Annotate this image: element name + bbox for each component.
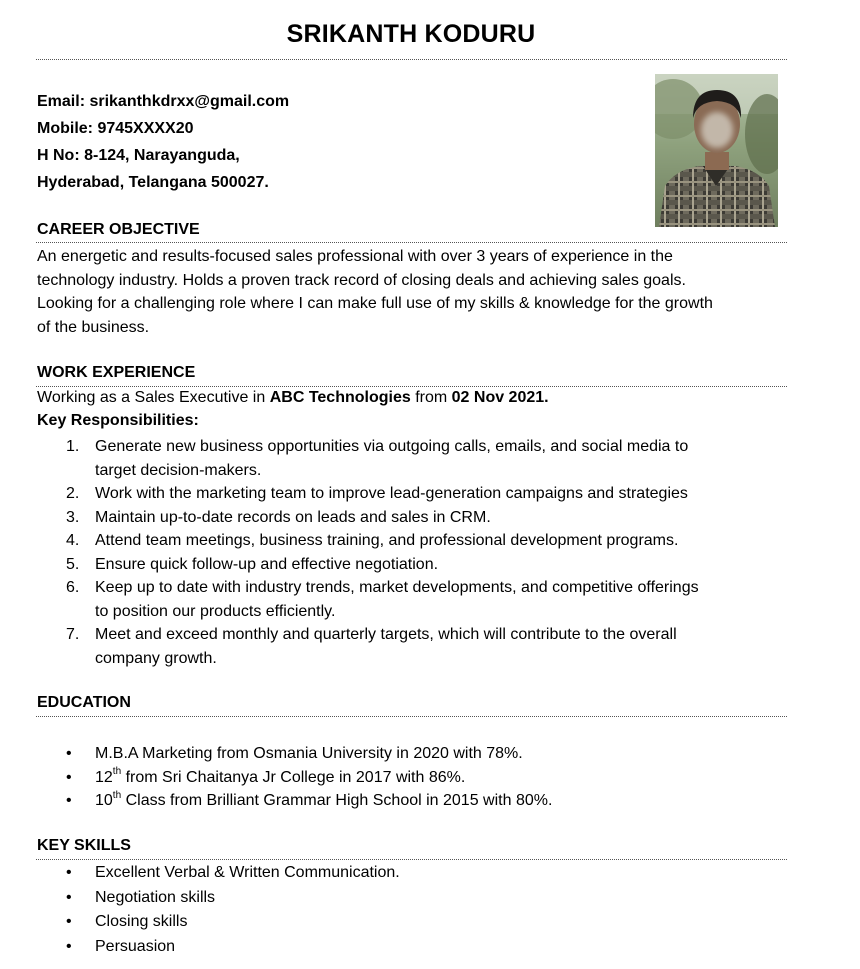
key-responsibilities-label: Key Responsibilities:: [37, 412, 199, 429]
list-item-text: Ensure quick follow-up and effective negotiation.: [95, 555, 439, 573]
skill-text: Negotiation skills: [95, 888, 216, 906]
list-item-text: Meet and exceed monthly and quarterly targets, which will contribute to the overall: [95, 626, 677, 643]
ordinal-suffix: th: [112, 766, 122, 778]
list-item: [37, 482, 797, 506]
list-item: [37, 766, 797, 790]
career-objective-divider: [36, 242, 787, 243]
education-text: 12: [95, 768, 113, 786]
list-item: [37, 553, 797, 577]
list-item: [37, 789, 797, 813]
company-name: ABC Technologies: [269, 389, 411, 406]
bullet-icon: •: [66, 792, 72, 809]
objective-line: technology industry. Holds a proven track record of closing deals and achieving sales goals.: [37, 271, 686, 289]
work-experience-divider: [36, 386, 787, 387]
education-divider: [36, 716, 787, 717]
ordinal-suffix: th: [112, 789, 122, 801]
title-divider: [36, 59, 787, 60]
education-text: M.B.A Marketing from Osmania University in 2020 with 78%.: [95, 745, 523, 762]
list-number: 7.: [66, 626, 80, 643]
list-item-text: Generate new business opportunities via outgoing calls, emails, and social media to: [95, 438, 689, 455]
list-item: [37, 506, 797, 530]
work-intro-prefix: Working as a Sales Executive in: [37, 389, 270, 406]
bullet-icon: •: [66, 888, 72, 906]
skill-text: Persuasion: [95, 937, 176, 955]
start-date: 02 Nov 2021.: [451, 389, 549, 406]
work-intro: [37, 389, 549, 407]
education-text: 10: [95, 792, 113, 809]
bullet-icon: •: [66, 864, 72, 881]
address-line-1: H No: 8-124, Narayanguda,: [37, 147, 240, 164]
list-number: 1.: [66, 438, 80, 455]
bullet-icon: •: [66, 768, 72, 786]
list-item-text: Maintain up-to-date records on leads and sales in CRM.: [95, 508, 491, 526]
list-item-text: to position our products efficiently.: [95, 602, 336, 620]
education-text: from Sri Chaitanya Jr College in 2017 with 86%.: [121, 768, 466, 786]
objective-line: Looking for a challenging role where I can make full use of my skills & knowledge for the growth: [37, 295, 713, 312]
education-text: Class from Brilliant Grammar High School in 2015 with 80%.: [121, 792, 553, 809]
list-number: 3.: [66, 508, 80, 526]
candidate-name: SRIKANTH KODURU: [286, 20, 536, 48]
contact-block: [37, 88, 289, 196]
list-item: [37, 861, 797, 886]
list-item-text: Attend team meetings, business training, and professional development programs.: [95, 532, 679, 549]
skill-text: Closing skills: [95, 913, 188, 930]
list-item: [37, 910, 797, 935]
education-list: [37, 742, 797, 813]
list-item: [37, 742, 797, 766]
work-experience-heading: WORK EXPERIENCE: [37, 364, 196, 381]
objective-line: An energetic and results-focused sales professional with over 3 years of experience in the: [37, 248, 673, 265]
list-item: [37, 623, 797, 670]
email: Email: srikanthkdrxx@gmail.com: [37, 93, 290, 110]
key-skills-list: [37, 861, 797, 959]
list-item: [37, 529, 797, 553]
bullet-icon: •: [66, 913, 72, 930]
list-item: [37, 576, 797, 623]
education-heading: EDUCATION: [37, 694, 131, 711]
address-line-2: Hyderabad, Telangana 500027.: [37, 174, 269, 191]
bullet-icon: •: [66, 745, 72, 762]
key-skills-heading: KEY SKILLS: [37, 837, 131, 854]
mobile: Mobile: 9745XXXX20: [37, 120, 194, 137]
list-item-text: Work with the marketing team to improve lead-generation campaigns and strategies: [95, 485, 688, 502]
list-item: [37, 935, 797, 960]
bullet-icon: •: [66, 937, 72, 955]
objective-line: of the business.: [37, 318, 150, 336]
career-objective-text: [37, 245, 797, 339]
career-objective-heading: CAREER OBJECTIVE: [37, 221, 200, 238]
skill-text: Excellent Verbal & Written Communication.: [95, 864, 400, 881]
list-item-text: target decision-makers.: [95, 461, 262, 479]
list-number: 4.: [66, 532, 80, 549]
list-item-text: company growth.: [95, 649, 217, 667]
list-number: 6.: [66, 579, 80, 596]
list-item: [37, 435, 797, 482]
key-skills-divider: [36, 859, 787, 860]
list-item-text: Keep up to date with industry trends, market developments, and competitive offerings: [95, 579, 699, 596]
profile-photo: [655, 74, 778, 227]
list-number: 5.: [66, 555, 80, 573]
list-number: 2.: [66, 485, 80, 502]
work-intro-mid: from: [410, 389, 452, 406]
responsibilities-list: [37, 435, 797, 670]
list-item: [37, 886, 797, 911]
